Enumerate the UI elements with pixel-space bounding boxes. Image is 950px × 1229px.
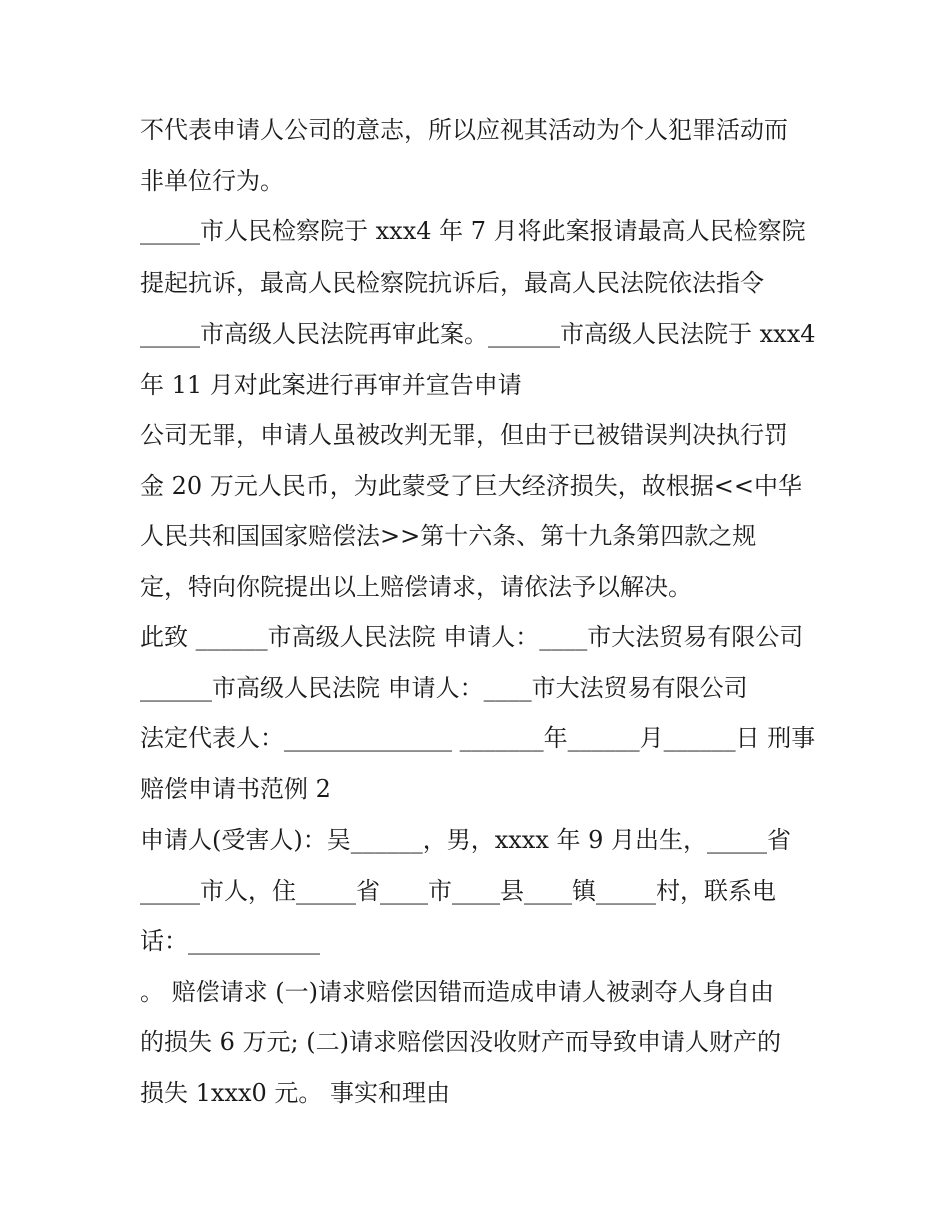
- text-line: 话：___________: [140, 927, 320, 955]
- text-line: 的损失 6 万元; (二)请求赔偿因没收财产而导致申请人财产的: [140, 1028, 781, 1056]
- text-line: _____市高级人民法院再审此案。______市高级人民法院于 xxx4: [140, 320, 816, 348]
- text-line: 定，特向你院提出以上赔偿请求，请依法予以解决。: [140, 573, 692, 601]
- text-line: 非单位行为。: [140, 167, 284, 195]
- text-line: _____市人，住_____省____市____县____镇_____村，联系电: [140, 877, 776, 905]
- text-line: 此致 ______市高级人民法院 申请人：____市大法贸易有限公司: [140, 623, 804, 651]
- text-line: 损失 1xxx0 元。 事实和理由: [140, 1079, 451, 1107]
- text-line: 年 11 月对此案进行再审并宣告申请: [140, 371, 522, 399]
- text-line: 不代表申请人公司的意志，所以应视其活动为个人犯罪活动而: [140, 116, 788, 144]
- text-line: 公司无罪，申请人虽被改判无罪，但由于已被错误判决执行罚: [140, 421, 788, 449]
- text-line: 赔偿申请书范例 2: [140, 775, 331, 803]
- text-line: _____市人民检察院于 xxx4 年 7 月将此案报请最高人民检察院: [140, 217, 806, 245]
- text-line: 法定代表人：______________ _______年______月______日 刑事: [140, 724, 816, 752]
- text-line: 提起抗诉，最高人民检察院抗诉后，最高人民法院依法指令: [140, 269, 764, 297]
- text-line: 申请人(受害人)：吴______，男，xxxx 年 9 月出生，_____省: [140, 826, 792, 854]
- text-line: ______市高级人民法院 申请人：____市大法贸易有限公司: [140, 674, 748, 702]
- text-line: 。 赔偿请求 (一)请求赔偿因错而造成申请人被剥夺人身自由: [140, 978, 774, 1006]
- text-line: 金 20 万元人民币，为此蒙受了巨大经济损失，故根据<<中华: [140, 472, 803, 500]
- text-line: 人民共和国国家赔偿法>>第十六条、第十九条第四款之规: [140, 522, 757, 550]
